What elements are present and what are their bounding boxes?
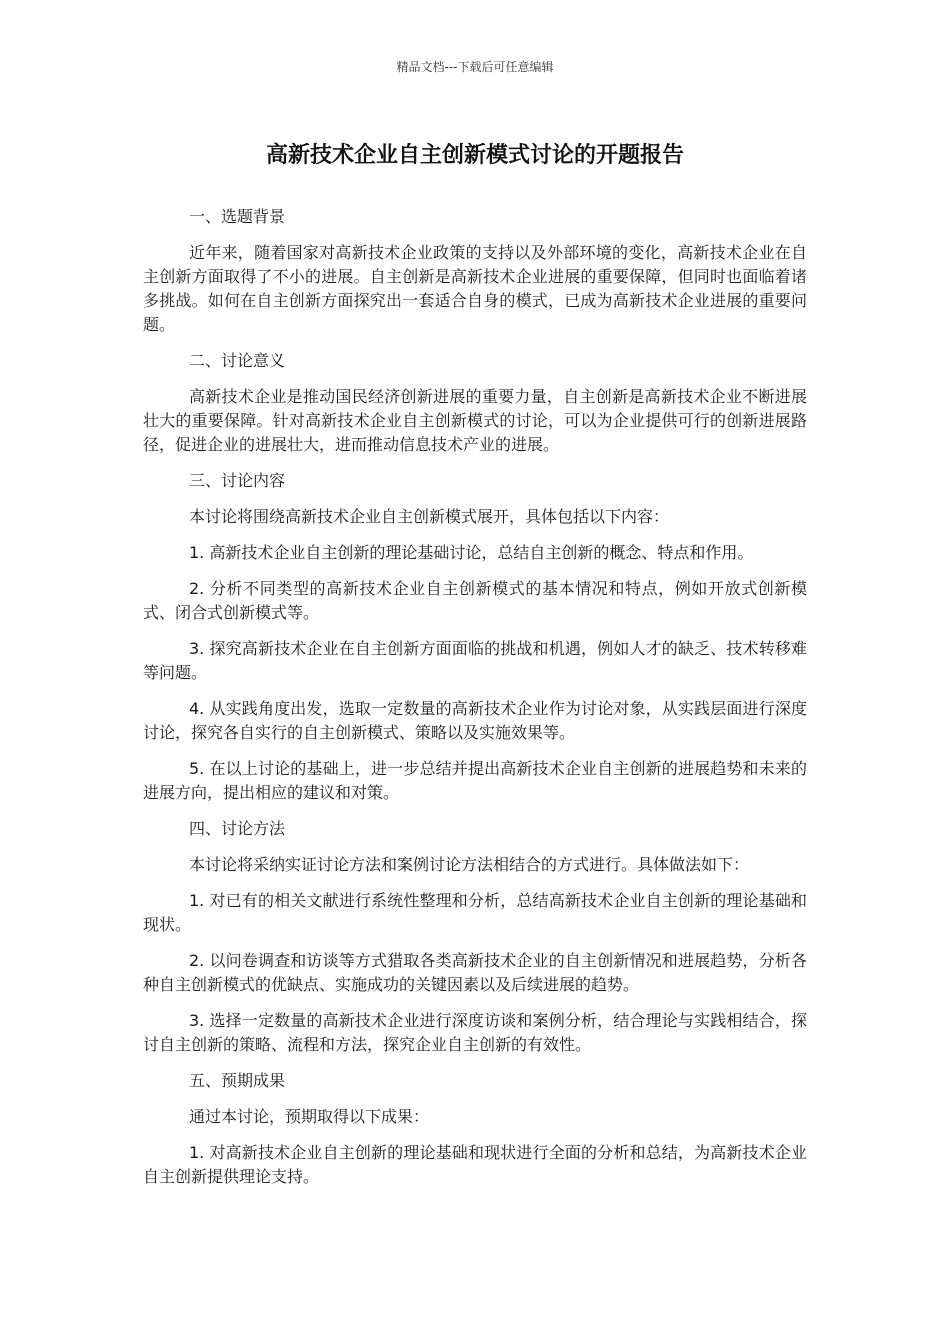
document-title: 高新技术企业自主创新模式讨论的开题报告: [265, 143, 684, 168]
paragraph-method-intro: 本讨论将采纳实证讨论方法和案例讨论方法相结合的方式进行。具体做法如下：: [189, 855, 750, 874]
content-item-3: 3. 探究高新技术企业在自主创新方面面临的挑战和机遇，例如人才的缺乏、技术转移难等问题。: [143, 639, 807, 682]
method-item-3: 3. 选择一定数量的高新技术企业进行深度访谈和案例分析，结合理论与实践相结合，探讨自主创新的策略、流程和方法，探究企业自主创新的有效性。: [143, 1011, 807, 1054]
content-item-2: 2. 分析不同类型的高新技术企业自主创新模式的基本情况和特点，例如开放式创新模式、闭合式创新模式等。: [143, 579, 807, 622]
paragraph-background: 近年来，随着国家对高新技术企业政策的支持以及外部环境的变化，高新技术企业在自主创新方面取得了不小的进展。自主创新是高新技术企业进展的重要保障，但同时也面临着诸多挑战。如何在自主创新方面探究出一套适合自身的模式，已成为高新技术企业进展的重要问题。: [143, 243, 807, 334]
section-heading-method: 四、讨论方法: [189, 819, 286, 838]
paragraph-significance: 高新技术企业是推动国民经济创新进展的重要力量，自主创新是高新技术企业不断进展壮大的重要保障。针对高新技术企业自主创新模式的讨论，可以为企业提供可行的创新进展路径，促进企业的进展壮大，进而推动信息技术产业的进展。: [143, 387, 807, 454]
paragraph-content-intro: 本讨论将围绕高新技术企业自主创新模式展开，具体包括以下内容：: [189, 507, 670, 526]
outcome-item-1: 1. 对高新技术企业自主创新的理论基础和现状进行全面的分析和总结，为高新技术企业自主创新提供理论支持。: [143, 1143, 807, 1186]
section-heading-significance: 二、讨论意义: [189, 351, 286, 370]
section-heading-outcomes: 五、预期成果: [189, 1071, 286, 1090]
content-item-1: 1. 高新技术企业自主创新的理论基础讨论，总结自主创新的概念、特点和作用。: [189, 543, 754, 562]
section-heading-content: 三、讨论内容: [189, 471, 286, 490]
content-item-5: 5. 在以上讨论的基础上，进一步总结并提出高新技术企业自主创新的进展趋势和未来的进展方向，提出相应的建议和对策。: [143, 759, 807, 802]
section-heading-background: 一、选题背景: [189, 207, 286, 226]
paragraph-outcomes-intro: 通过本讨论，预期取得以下成果：: [189, 1107, 430, 1126]
method-item-1: 1. 对已有的相关文献进行系统性整理和分析，总结高新技术企业自主创新的理论基础和现状。: [143, 891, 807, 934]
header-note: 精品文档---下载后可任意编辑: [396, 60, 554, 74]
method-item-2: 2. 以问卷调查和访谈等方式猎取各类高新技术企业的自主创新情况和进展趋势，分析各种自主创新模式的优缺点、实施成功的关键因素以及后续进展的趋势。: [143, 951, 807, 994]
document-body: [143, 205, 807, 1201]
content-item-4: 4. 从实践角度出发，选取一定数量的高新技术企业作为讨论对象，从实践层面进行深度讨论，探究各自实行的自主创新模式、策略以及实施效果等。: [143, 699, 807, 742]
